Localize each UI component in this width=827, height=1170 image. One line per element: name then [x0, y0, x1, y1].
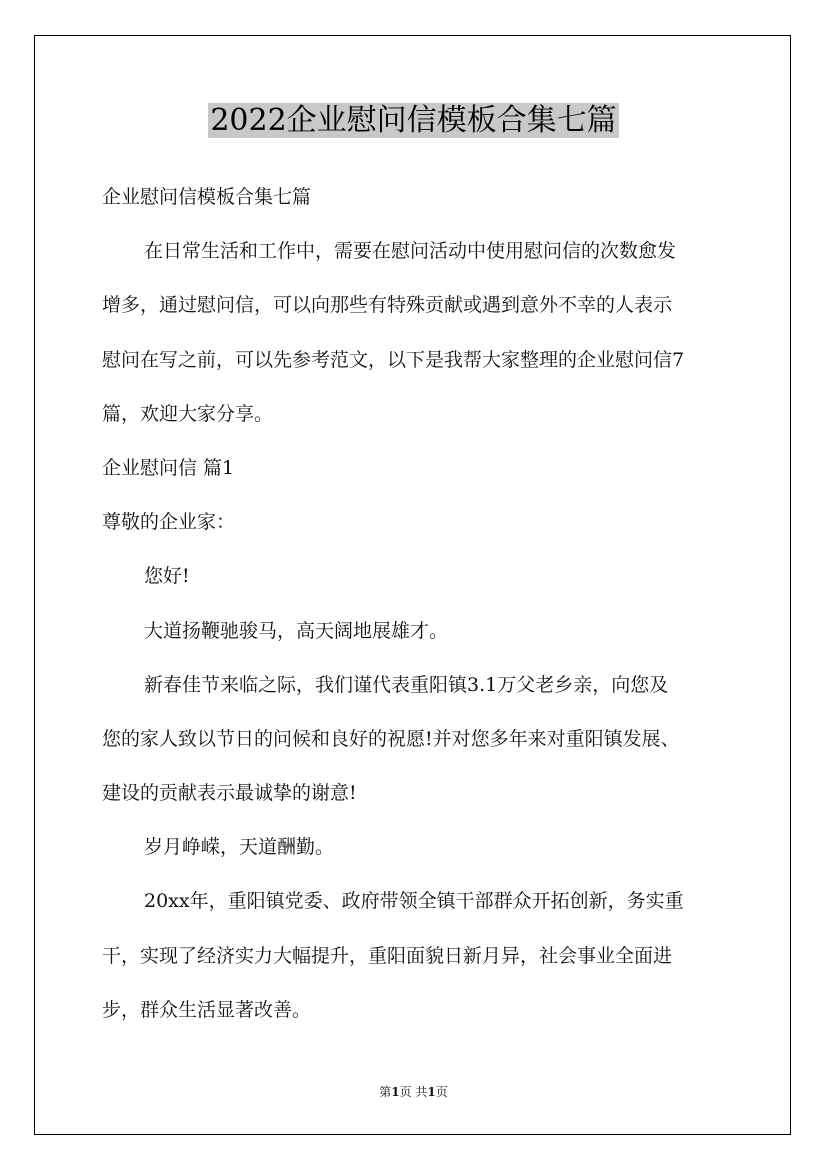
paragraph-line: 您的家人致以节日的问候和良好的祝愿!并对您多年来对重阳镇发展、	[102, 727, 680, 750]
paragraph-line: 在日常生活和工作中，需要在慰问活动中使用慰问信的次数愈发	[144, 240, 677, 263]
footer-page-mid: 页 共	[399, 1085, 428, 1099]
section-heading: 企业慰问信 篇1	[102, 456, 235, 479]
paragraph-line: 建设的贡献表示最诚挚的谢意!	[102, 782, 357, 805]
paragraph-line: 步，群众生活显著改善。	[102, 998, 312, 1021]
footer-page-number: 1	[391, 1085, 400, 1099]
paragraph-line: 20xx年，重阳镇党委、政府带领全镇干部群众开拓创新，务实重	[144, 890, 684, 913]
footer-page-suffix: 页	[435, 1085, 448, 1099]
footer-page-total: 1	[427, 1085, 436, 1099]
paragraph-line: 岁月峥嵘，天道酬勤。	[144, 836, 335, 859]
salutation-line: 尊敬的企业家：	[102, 511, 236, 534]
subtitle-line: 企业慰问信模板合集七篇	[102, 186, 312, 208]
document-body	[102, 170, 742, 1037]
paragraph-line: 增多，通过慰问信，可以向那些有特殊贡献或遇到意外不幸的人表示	[102, 294, 673, 317]
paragraph-line: 新春佳节来临之际，我们谨代表重阳镇3.1万父老乡亲，向您及	[144, 673, 669, 696]
paragraph-line: 慰问在写之前，可以先参考范文，以下是我帮大家整理的企业慰问信7	[102, 348, 685, 371]
paragraph-line: 大道扬鞭驰骏马，高天阔地展雄才。	[144, 619, 449, 642]
document-title	[0, 100, 827, 142]
greeting-line: 您好!	[144, 565, 190, 588]
paragraph-line: 干，实现了经济实力大幅提升，重阳面貌日新月异，社会事业全面进	[102, 944, 673, 967]
document-title-text: 2022企业慰问信模板合集七篇	[210, 103, 617, 138]
footer-page-prefix: 第	[379, 1085, 392, 1099]
page-footer	[0, 1083, 827, 1100]
paragraph-line: 篇，欢迎大家分享。	[102, 402, 274, 425]
